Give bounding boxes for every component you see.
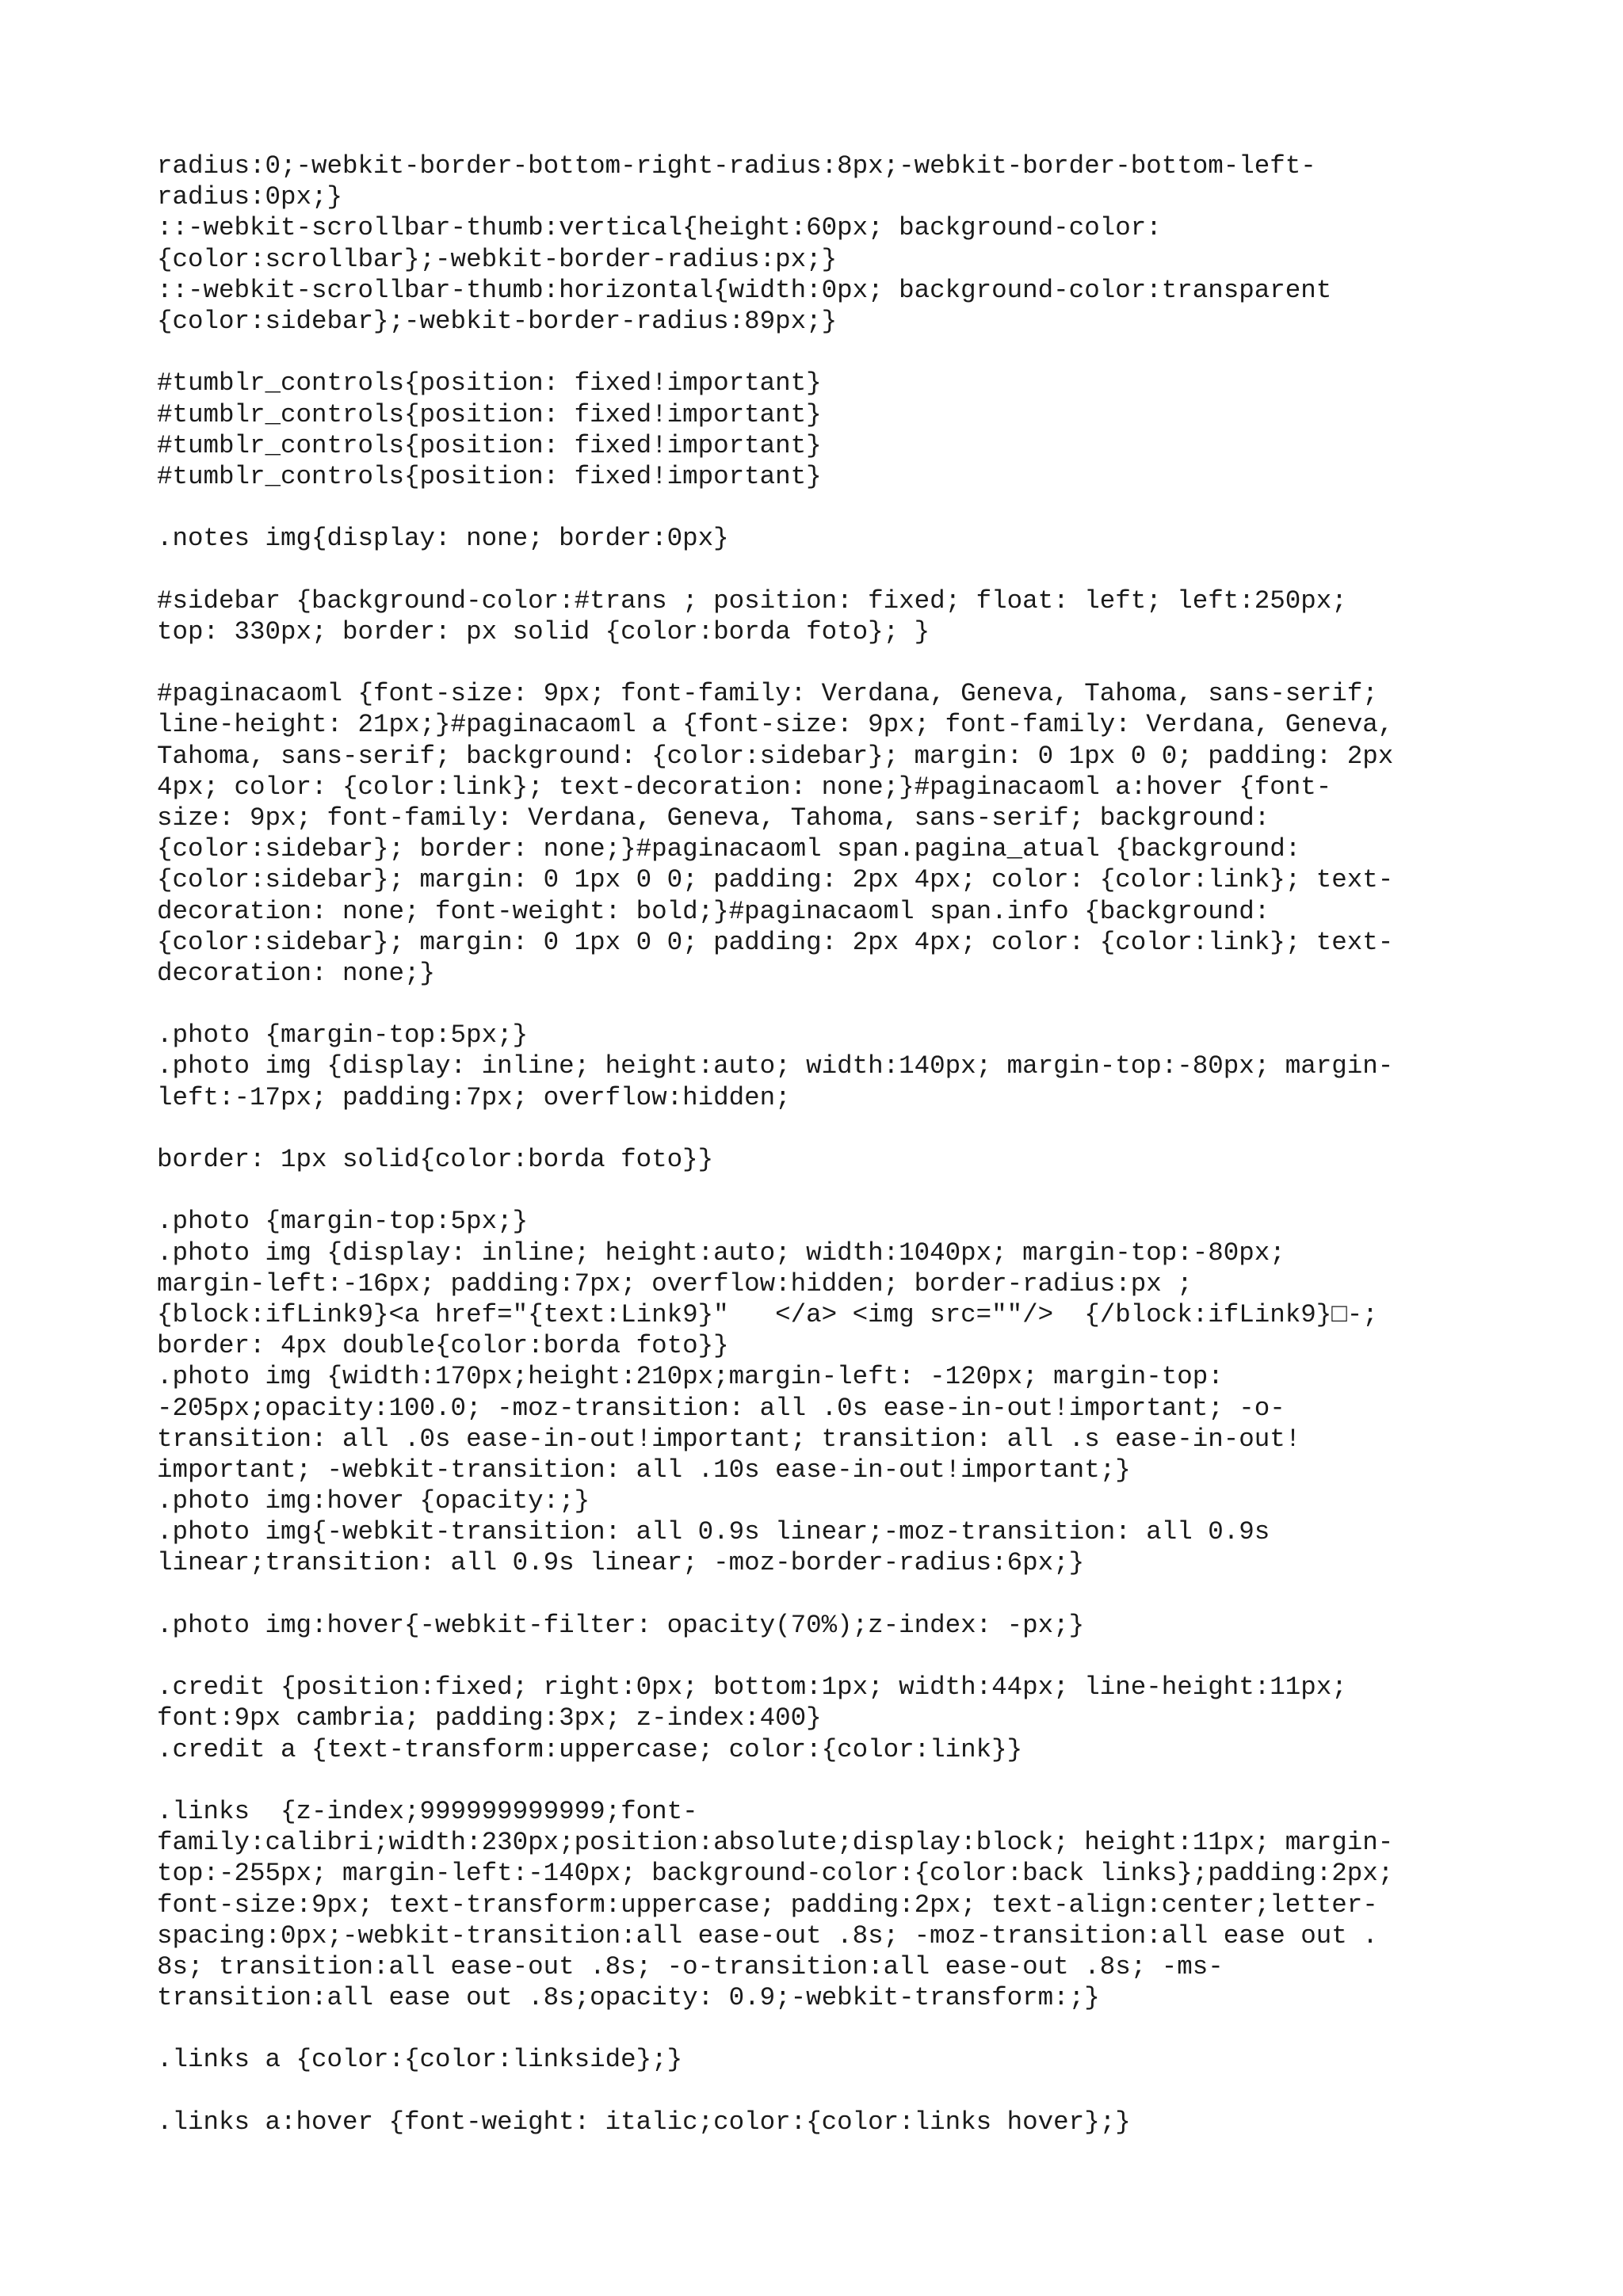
code-line: .photo img {width:170px;height:210px;margin-left: -120px; margin-top:: [157, 1362, 1224, 1392]
code-line: {block:ifLink9}<a href="{text:Link9}" </a> <img src=""/> {/block:ifLink9}□-;: [157, 1299, 1378, 1329]
code-block: [157, 1610, 1504, 1641]
code-block: [157, 523, 1504, 554]
code-line: radius:0px;}: [157, 182, 343, 212]
code-line: .photo img:hover {opacity:;}: [157, 1486, 590, 1516]
code-line: {color:sidebar}; border: none;}#paginacaoml span.pagina_atual {background:: [157, 834, 1301, 864]
code-line: border: 4px double{color:borda foto}}: [157, 1331, 729, 1361]
code-block: [157, 1796, 1504, 2013]
code-line: .links a:hover {font-weight: italic;color:{color:links hover};}: [157, 2107, 1131, 2137]
code-line: transition: all .0s ease-in-out!important; transition: all .s ease-in-out!: [157, 1424, 1301, 1454]
code-line: ::-webkit-scrollbar-thumb:vertical{height:60px; background-color:: [157, 213, 1162, 243]
code-block: [157, 151, 1504, 337]
code-line: radius:0;-webkit-border-bottom-right-radius:8px;-webkit-border-bottom-left-: [157, 151, 1316, 181]
code-block: [157, 1020, 1504, 1113]
code-block: [157, 2044, 1504, 2075]
code-line: font:9px cambria; padding:3px; z-index:400}: [157, 1703, 822, 1733]
code-line: ::-webkit-scrollbar-thumb:horizontal{width:0px; background-color:transparent: [157, 275, 1332, 305]
code-line: decoration: none;}: [157, 958, 436, 988]
code-line: top: 330px; border: px solid {color:borda foto}; }: [157, 616, 930, 646]
code-line: .photo {margin-top:5px;}: [157, 1020, 529, 1051]
code-line: font-size:9px; text-transform:uppercase; padding:2px; text-align:center;letter-: [157, 1890, 1378, 1920]
code-block: [157, 585, 1504, 647]
code-line: .notes img{display: none; border:0px}: [157, 524, 729, 554]
code-line: .photo img{-webkit-transition: all 0.9s linear;-moz-transition: all 0.9s: [157, 1517, 1270, 1547]
code-line: margin-left:-16px; padding:7px; overflow:hidden; border-radius:px ;: [157, 1268, 1193, 1299]
code-line: family:calibri;width:230px;position:absolute;display:block; height:11px; margin-: [157, 1828, 1394, 1858]
code-line: .links {z-index;999999999999;font-: [157, 1796, 698, 1826]
code-text-body: [157, 151, 1504, 2168]
code-line: .credit {position:fixed; right:0px; bottom:1px; width:44px; line-height:11px;: [157, 1672, 1347, 1703]
code-block: [157, 2107, 1504, 2138]
code-line: line-height: 21px;}#paginacaoml a {font-size: 9px; font-family: Verdana, Geneva,: [157, 710, 1394, 740]
code-line: .credit a {text-transform:uppercase; color:{color:link}}: [157, 1734, 1023, 1764]
code-block: [157, 1144, 1504, 1175]
code-line: -205px;opacity:100.0; -moz-transition: all .0s ease-in-out!important; -o-: [157, 1393, 1285, 1423]
code-line: #sidebar {background-color:#trans ; position: fixed; float: left; left:250px;: [157, 585, 1347, 616]
code-line: 8s; transition:all ease-out .8s; -o-transition:all ease-out .8s; -ms-: [157, 1951, 1224, 1981]
code-block: [157, 1672, 1504, 1765]
code-block: [157, 368, 1504, 492]
code-line: {color:scrollbar};-webkit-border-radius:px;}: [157, 244, 838, 274]
code-block: [157, 678, 1504, 989]
code-line: #tumblr_controls{position: fixed!important}: [157, 430, 822, 460]
code-line: 4px; color: {color:link}; text-decoration: none;}#paginacaoml a:hover {font-: [157, 772, 1332, 802]
code-line: .links a {color:{color:linkside};}: [157, 2045, 683, 2075]
code-line: #tumblr_controls{position: fixed!important}: [157, 399, 822, 429]
code-line: {color:sidebar}; margin: 0 1px 0 0; padding: 2px 4px; color: {color:link}; text-: [157, 865, 1394, 895]
code-block: [157, 1206, 1504, 1578]
code-line: important; -webkit-transition: all .10s ease-in-out!important;}: [157, 1455, 1131, 1485]
code-line: #tumblr_controls{position: fixed!important}: [157, 368, 822, 399]
code-line: Tahoma, sans-serif; background: {color:sidebar}; margin: 0 1px 0 0; padding: 2px: [157, 741, 1394, 771]
code-line: {color:sidebar};-webkit-border-radius:89px;}: [157, 306, 838, 336]
code-line: border: 1px solid{color:borda foto}}: [157, 1145, 714, 1174]
code-line: {color:sidebar}; margin: 0 1px 0 0; padding: 2px 4px; color: {color:link}; text-: [157, 927, 1394, 957]
code-line: .photo img {display: inline; height:auto; width:140px; margin-top:-80px; margin-: [157, 1051, 1394, 1081]
code-line: top:-255px; margin-left:-140px; background-color:{color:back links};padding:2px;: [157, 1859, 1394, 1889]
code-line: transition:all ease out .8s;opacity: 0.9;-webkit-transform:;}: [157, 1983, 1100, 2013]
code-line: .photo {margin-top:5px;}: [157, 1207, 529, 1237]
code-line: linear;transition: all 0.9s linear; -moz-border-radius:6px;}: [157, 1548, 1085, 1578]
code-line: #tumblr_controls{position: fixed!important}: [157, 461, 822, 491]
code-line: #paginacaoml {font-size: 9px; font-family: Verdana, Geneva, Tahoma, sans-serif;: [157, 679, 1378, 709]
code-line: .photo img {display: inline; height:auto; width:1040px; margin-top:-80px;: [157, 1238, 1285, 1268]
code-line: decoration: none; font-weight: bold;}#paginacaoml span.info {background:: [157, 896, 1270, 926]
code-line: left:-17px; padding:7px; overflow:hidden;: [157, 1082, 791, 1112]
code-line: .photo img:hover{-webkit-filter: opacity(70%);z-index: -px;}: [157, 1610, 1085, 1640]
code-line: size: 9px; font-family: Verdana, Geneva, Tahoma, sans-serif; background:: [157, 803, 1270, 833]
code-line: spacing:0px;-webkit-transition:all ease-out .8s; -moz-transition:all ease out .: [157, 1920, 1378, 1951]
